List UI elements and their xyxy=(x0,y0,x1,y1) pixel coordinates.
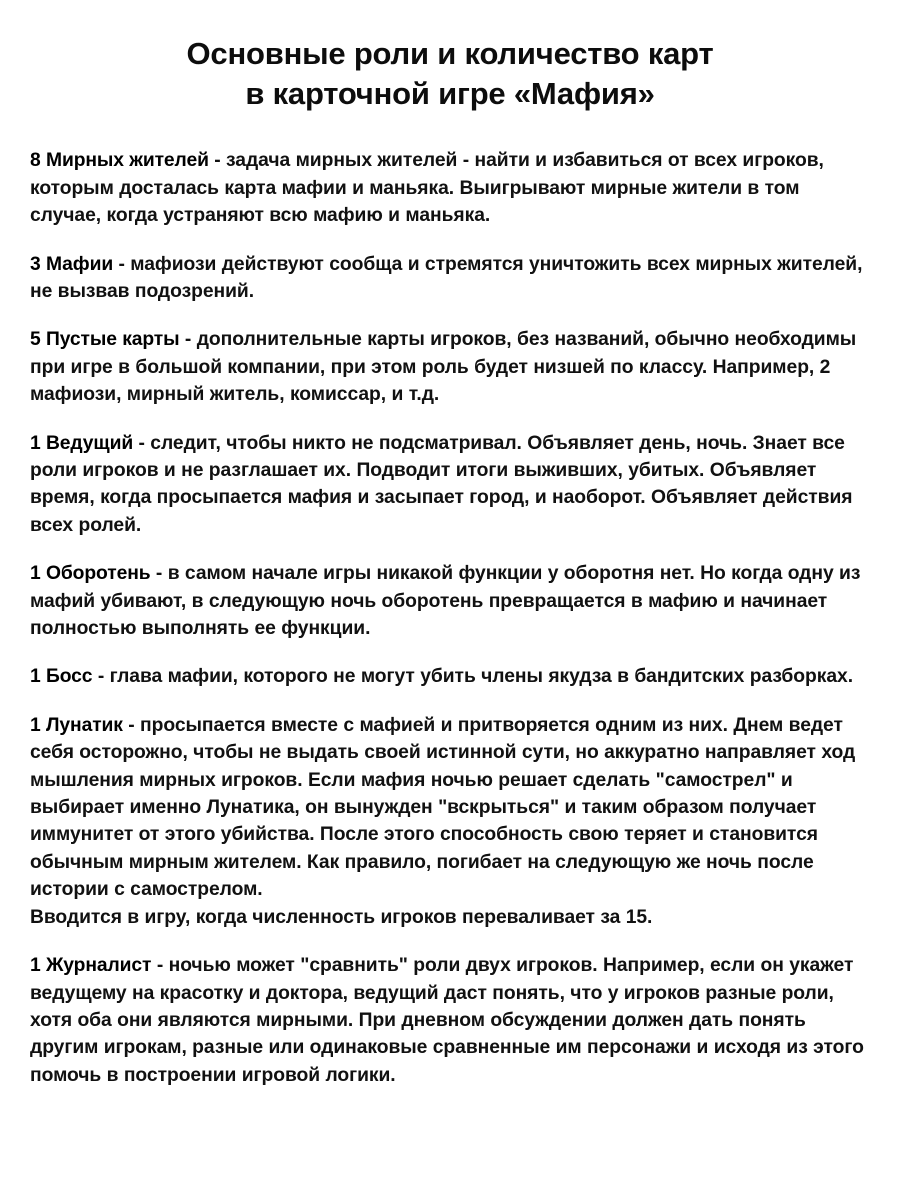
role-description: глава мафии, которого не могут убить члены якудза в бандитских разборках. xyxy=(109,666,853,688)
role-separator: - xyxy=(150,563,168,585)
role-description: ночью может "сравнить" роли двух игроков. Например, если он укажет ведущему на красотку и доктора, ведущий даст понять, что у игроков разные роли, хотя оба они являются мирными. При дневном обсуждении должен дать понять другим игрокам, разные или одинаковые сравненные им персонажи и исходя из этого помочь в построении игровой логики. xyxy=(30,955,864,1086)
role-description: следит, чтобы никто не подсматривал. Объявляет день, ночь. Знает все роли игроков и не разглашает их. Подводит итоги выживших, убитых. Объявляет время, когда просыпается мафия и засыпает город, и наоборот. Объявляет действия всех ролей. xyxy=(30,432,853,536)
page-title-line-1: Основные роли и количество карт xyxy=(186,36,714,71)
role-extra-note: Вводится в игру, когда численность игроков переваливает за 15. xyxy=(30,906,653,928)
role-entry xyxy=(30,251,870,306)
page-title-line-2: в карточной игре «Мафия» xyxy=(245,75,655,111)
role-entry xyxy=(30,560,870,642)
role-name: 3 Мафии xyxy=(30,253,114,275)
page-title xyxy=(30,34,870,113)
role-description: мафиози действуют сообща и стремятся уничтожить всех мирных жителей, не вызвав подозрений. xyxy=(30,253,863,302)
role-description: в самом начале игры никакой функции у оборотня нет. Но когда одну из мафий убивают, в следующую ночь оборотень превращается в мафию и начинает полностью выполнять ее функции. xyxy=(30,563,861,640)
role-separator: - xyxy=(122,714,141,736)
role-description: дополнительные карты игроков, без названий, обычно необходимы при игре в большой компании, при этом роль будет низшей по классу. Например, 2 мафиози, мирный житель, комиссар, и т.д. xyxy=(30,329,857,406)
role-entry xyxy=(30,712,870,931)
role-separator: - xyxy=(133,432,151,454)
roles-list xyxy=(30,147,870,1089)
role-separator: - xyxy=(92,666,110,688)
role-description: задача мирных жителей - найти и избавиться от всех игроков, которым досталась карта мафии и маньяка. Выигрывают мирные жители в том случае, когда устраняют всю мафию и маньяка. xyxy=(30,150,824,227)
role-separator: - xyxy=(208,150,227,172)
role-name: 5 Пустые карты xyxy=(30,329,180,351)
role-name: 1 Лунатик xyxy=(30,714,123,736)
role-name: 1 Оборотень xyxy=(30,563,151,585)
role-description: просыпается вместе с мафией и притворяется одним из них. Днем ведет себя осторожно, чтобы не выдать своей истинной сути, но аккуратно направляет ход мышления мирных игроков. Если мафия ночью решает сделать "самострел" и выбирает именно Лунатика, он вынужден "вскрыться" и таким образом получает иммунитет от этого убийства. После этого способность свою теряет и становится обычным мирным жителем. Как правило, погибает на следующую же ночь после истории с самострелом. xyxy=(30,714,856,901)
role-entry xyxy=(30,326,870,408)
role-separator: - xyxy=(151,955,169,977)
role-name: 1 Журналист xyxy=(30,955,152,977)
role-separator: - xyxy=(113,253,131,275)
role-entry xyxy=(30,663,870,690)
role-separator: - xyxy=(179,329,197,351)
role-entry xyxy=(30,147,870,229)
role-entry xyxy=(30,430,870,540)
role-name: 1 Ведущий xyxy=(30,432,134,454)
role-entry xyxy=(30,952,870,1089)
role-name: 1 Босс xyxy=(30,666,93,688)
role-name: 8 Мирных жителей xyxy=(30,150,209,172)
